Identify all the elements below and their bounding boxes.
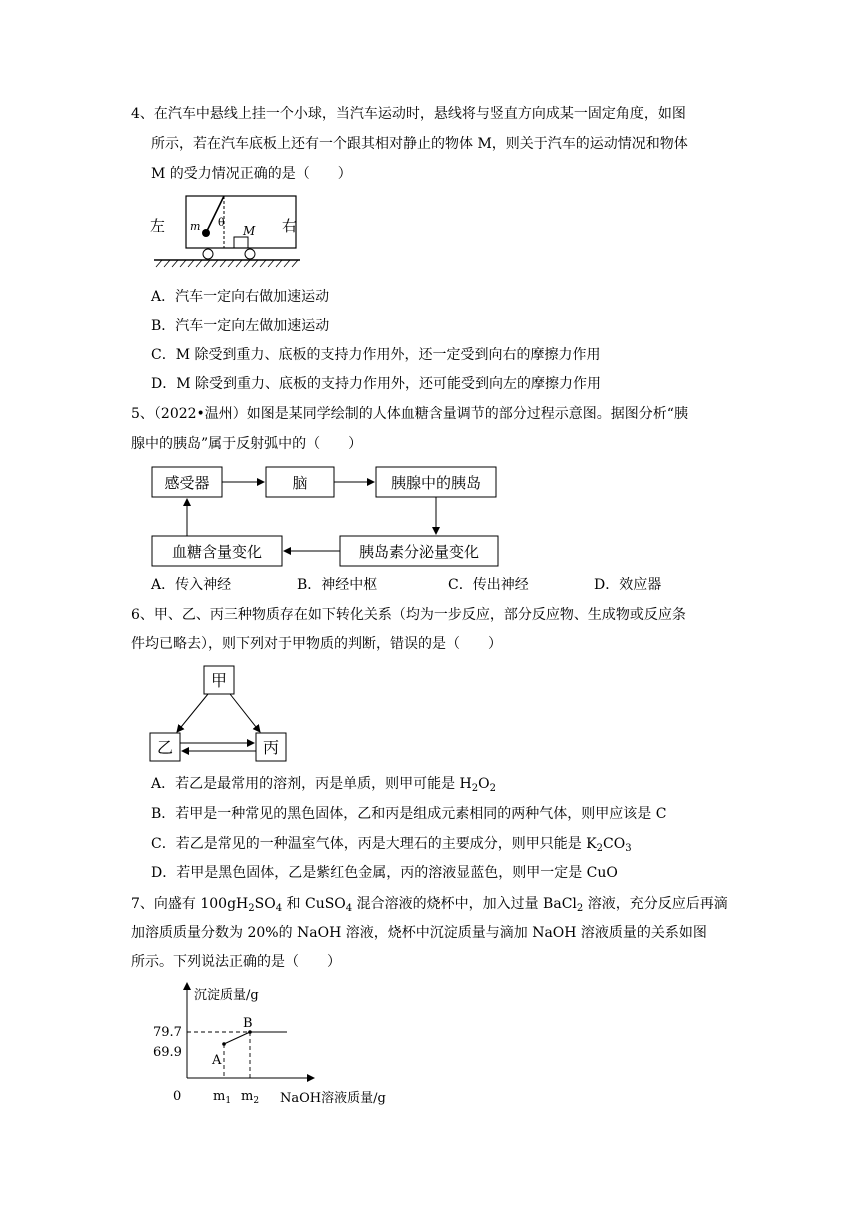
- q6-option-b: B．若甲是一种常见的黑色固体，乙和丙是组成元素相同的两种气体，则甲应该是 C: [151, 806, 667, 822]
- rising-segment: [224, 1032, 250, 1044]
- x-axis-title: NaOH溶液质量/g: [280, 1091, 386, 1106]
- arrow-jia-bing: [230, 694, 260, 732]
- q6-option-c-sub1: 2: [596, 843, 603, 854]
- q5-stem-line2: 腺中的胰岛”属于反射弧中的（ ）: [131, 436, 363, 452]
- q6-option-a-sub1: 2: [471, 783, 479, 794]
- box-blood-sugar-label: 血糖含量变化: [171, 543, 263, 561]
- bing-label: 丙: [262, 738, 280, 757]
- origin-label: 0: [173, 1089, 182, 1104]
- left-wheel: [203, 249, 213, 259]
- ball: [202, 229, 210, 237]
- q6-option-d: D．若甲是黑色固体，乙是紫红色金属，丙的溶液显蓝色，则甲一定是 CuO: [151, 865, 618, 881]
- q6-stem-line2: 件均已略去），则下列对于甲物质的判断，错误的是（ ）: [131, 636, 502, 652]
- q4-stem-line2: 所示，若在汽车底板上还有一个跟其相对静止的物体 M，则关于汽车的运动情况和物体: [151, 136, 688, 152]
- q4-car-figure: [140, 190, 320, 280]
- q6-option-c-text: C．若乙是常见的一种温室气体，丙是大理石的主要成分，则甲只能是 K: [151, 836, 597, 852]
- box-islet-label: 胰腺中的胰岛: [390, 474, 482, 492]
- q4-stem-line1: 4、在汽车中悬线上挂一个小球，当汽车运动时，悬线将与竖直方向成某一固定角度，如图: [131, 106, 686, 122]
- x-tick-m2: $m_2$: [241, 1089, 260, 1106]
- q7-l1c: 和 CuSO: [282, 896, 346, 912]
- q7-stem-line3: 所示。下列说法正确的是（ ）: [131, 954, 341, 970]
- q4-option-c: C．M 除受到重力、底板的支持力作用外，还一定受到向右的摩擦力作用: [151, 347, 601, 363]
- car-body: [186, 196, 296, 248]
- q6-option-c: [151, 834, 632, 854]
- q7-l1s3: 4: [345, 903, 353, 914]
- box-insulin-label: 胰岛素分泌量变化: [358, 543, 480, 561]
- right-wheel: [245, 249, 255, 259]
- yi-label: 乙: [156, 738, 174, 757]
- q5-option-b: B．神经中枢: [297, 577, 378, 593]
- point-b-label: B: [243, 1016, 253, 1031]
- q7-l1b: SO: [254, 896, 276, 912]
- ball-label: m: [190, 220, 201, 233]
- ground-hatching: [156, 260, 298, 267]
- block-m: [234, 237, 248, 248]
- q4-option-a: A．汽车一定向右做加速运动: [151, 289, 330, 305]
- arrow-jia-yi: [177, 694, 208, 732]
- q7-l1a: 7、向盛有 100gH: [131, 896, 249, 912]
- q7-l1s4: 2: [576, 903, 584, 914]
- y-tick-797: 79.7: [153, 1025, 182, 1040]
- q6-option-a: [151, 774, 496, 794]
- right-label: 右: [282, 217, 298, 235]
- q6-option-a-sub2: 2: [489, 783, 497, 794]
- y-axis-title: 沉淀质量/g: [194, 988, 259, 1003]
- q5-option-d: D．效应器: [594, 577, 662, 593]
- block-label: M: [243, 224, 256, 238]
- q6-option-c-mid: CO: [603, 836, 626, 852]
- q5-option-c: C．传出神经: [448, 577, 529, 593]
- angle-label: θ: [218, 216, 225, 229]
- q7-l1d: 混合溶液的烧杯中，加入过量 BaCl: [352, 896, 577, 912]
- box-receptor-label: 感受器: [164, 474, 210, 492]
- q4-option-b: B．汽车一定向左做加速运动: [151, 318, 330, 334]
- q7-stem-line2: 加溶质质量分数为 20%的 NaOH 溶液，烧杯中沉淀质量与滴加 NaOH 溶液质量的关系如图: [131, 925, 707, 941]
- y-tick-699: 69.9: [153, 1045, 182, 1060]
- q6-option-a-text: A．若乙是最常用的溶剂，丙是单质，则甲可能是 H: [151, 776, 472, 792]
- x-tick-m1: $m_1$: [213, 1089, 232, 1106]
- q7-l1s2: 4: [275, 903, 283, 914]
- left-label: 左: [150, 217, 166, 235]
- q4-stem-line3: M 的受力情况正确的是（ ）: [151, 166, 352, 182]
- q5-stem-line1: 5、（2022•温州）如图是某同学绘制的人体血糖含量调节的部分过程示意图。据图分析“胰: [131, 406, 688, 422]
- q7-l1s1: 2: [248, 903, 255, 914]
- jia-label: 甲: [210, 671, 228, 690]
- q7-l1e: 溶液，充分反应后再滴: [583, 896, 728, 912]
- q5-option-a: A．传入神经: [151, 577, 232, 593]
- q6-option-c-sub2: 3: [625, 843, 632, 854]
- q6-stem-line1: 6、甲、乙、丙三种物质存在如下转化关系（均为一步反应，部分反应物、生成物或反应条: [131, 607, 686, 623]
- q6-transformation-diagram: [145, 662, 290, 767]
- q7-stem-line1: [131, 894, 728, 914]
- point-a-label: A: [212, 1053, 222, 1068]
- q7-precipitate-graph: [140, 975, 400, 1110]
- point-a: [222, 1042, 226, 1046]
- q6-option-a-mid: O: [478, 776, 490, 792]
- q4-option-d: D．M 除受到重力、底板的支持力作用外，还可能受到向左的摩擦力作用: [151, 376, 602, 392]
- box-brain-label: 脑: [292, 474, 308, 492]
- q5-flow-diagram: [145, 460, 510, 572]
